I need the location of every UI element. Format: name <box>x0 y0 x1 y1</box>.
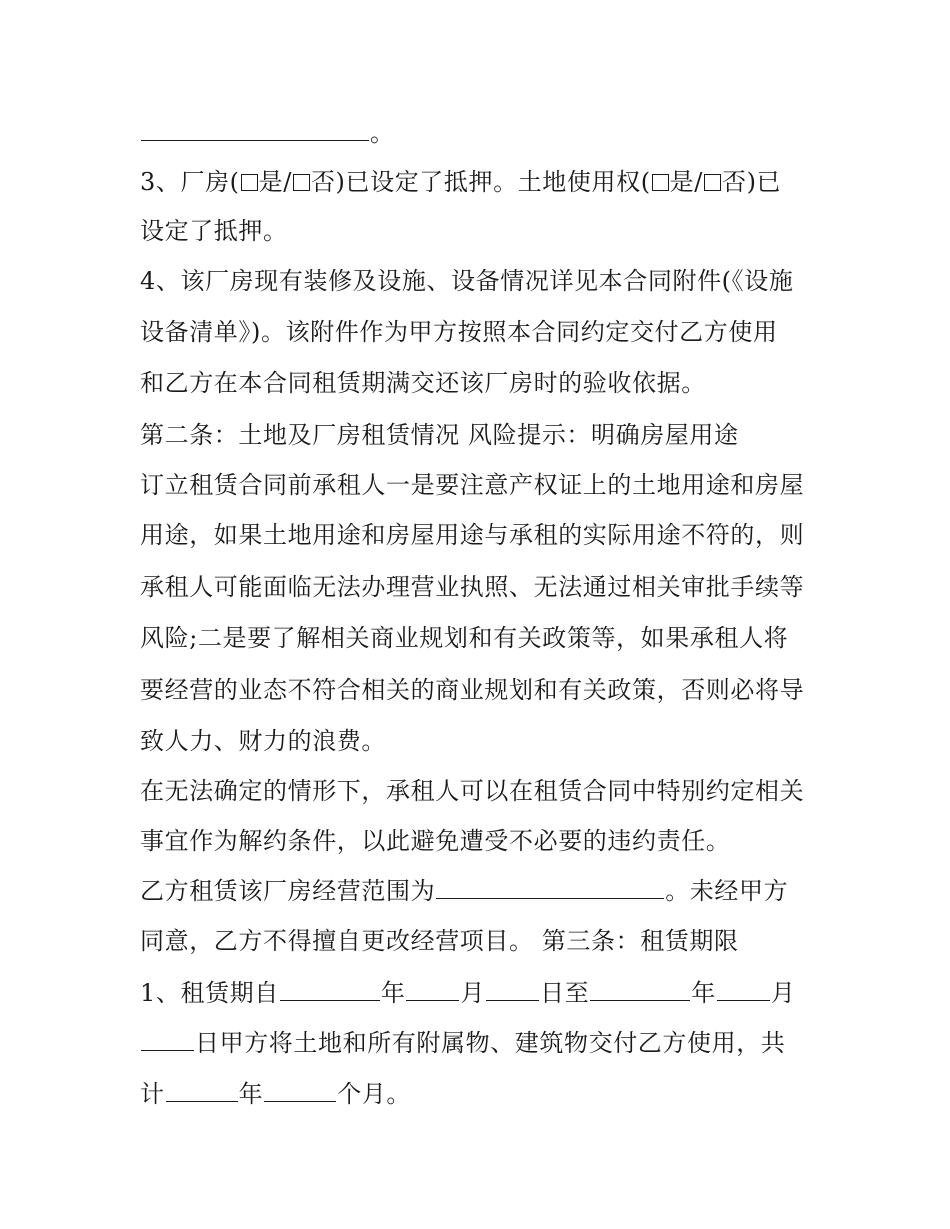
text-line <box>140 118 395 148</box>
text-line <box>140 978 796 1008</box>
text-line: 用途，如果土地用途和房屋用途与承租的实际用途不符的，则 <box>140 521 805 549</box>
text-segment: 否)已 <box>721 168 782 196</box>
fill-blank <box>406 978 459 1001</box>
text-line: 事宜作为解约条件，以此避免遭受不必要的违约责任。 <box>140 827 731 855</box>
text-line: 设定了抵押。 <box>140 217 288 245</box>
text-line <box>140 876 788 906</box>
text-segment: 年 <box>238 1080 264 1108</box>
section-heading: 第二条：土地及厂房租赁情况 风险提示：明确房屋用途 <box>140 421 739 449</box>
checkbox-icon <box>704 174 721 191</box>
text-line <box>140 1079 411 1109</box>
text-line: 要经营的业态不符合相关的商业规划和有关政策，否则必将导 <box>140 676 805 704</box>
text-line <box>140 1028 785 1058</box>
text-segment: 是/ <box>669 168 703 196</box>
text-segment: 年 <box>380 979 406 1007</box>
text-line: 设备清单》)。该附件作为甲方按照本合同约定交付乙方使用 <box>140 318 778 346</box>
text-line: 和乙方在本合同租赁期满交还该厂房时的验收依据。 <box>140 369 706 397</box>
fill-blank <box>590 978 690 1001</box>
text-segment: 月 <box>770 979 796 1007</box>
text-segment: 否)已设定了抵押。土地使用权( <box>310 168 651 196</box>
text-segment: 日至 <box>540 979 590 1007</box>
text-segment: 个月。 <box>337 1080 412 1108</box>
text-line: 致人力、财力的浪费。 <box>140 727 386 755</box>
text-segment: 年 <box>691 979 716 1007</box>
text-line: 在无法确定的情形下，承租人可以在租赁合同中特别约定相关 <box>140 777 805 805</box>
fill-blank <box>436 876 664 899</box>
text-line: 承租人可能面临无法办理营业执照、无法通过相关审批手续等 <box>140 573 805 601</box>
text-line: 订立租赁合同前承租人一是要注意产权证上的土地用途和房屋 <box>140 471 805 499</box>
fill-blank <box>141 1028 194 1051</box>
text-segment: 日甲方将土地和所有附属物、建筑物交付乙方使用，共 <box>195 1029 786 1057</box>
fill-blank <box>280 978 380 1001</box>
fill-blank <box>717 978 770 1001</box>
text-segment: 1、租赁期自 <box>140 979 279 1007</box>
text-segment: 计 <box>140 1080 165 1108</box>
text-line: 4、该厂房现有装修及设施、设备情况详见本合同附件(《设施 <box>140 267 794 295</box>
fill-blank <box>264 1079 336 1102</box>
checkbox-icon <box>652 174 669 191</box>
text-segment: 月 <box>460 979 486 1007</box>
text-segment: 。未经甲方 <box>665 877 789 905</box>
section-heading: 同意，乙方不得擅自更改经营项目。 第三条：租赁期限 <box>140 927 739 955</box>
text-line <box>140 167 781 197</box>
fill-blank <box>486 978 539 1001</box>
text-segment: 。 <box>370 119 395 147</box>
text-line: 风险;二是要了解相关商业规划和有关政策等，如果承租人将 <box>140 624 789 652</box>
checkbox-icon <box>293 174 310 191</box>
text-segment: 是/ <box>258 168 292 196</box>
text-segment: 3、厂房( <box>140 168 240 196</box>
fill-blank <box>141 118 369 141</box>
fill-blank <box>166 1079 238 1102</box>
text-segment: 乙方租赁该厂房经营范围为 <box>140 877 436 905</box>
checkbox-icon <box>241 174 258 191</box>
